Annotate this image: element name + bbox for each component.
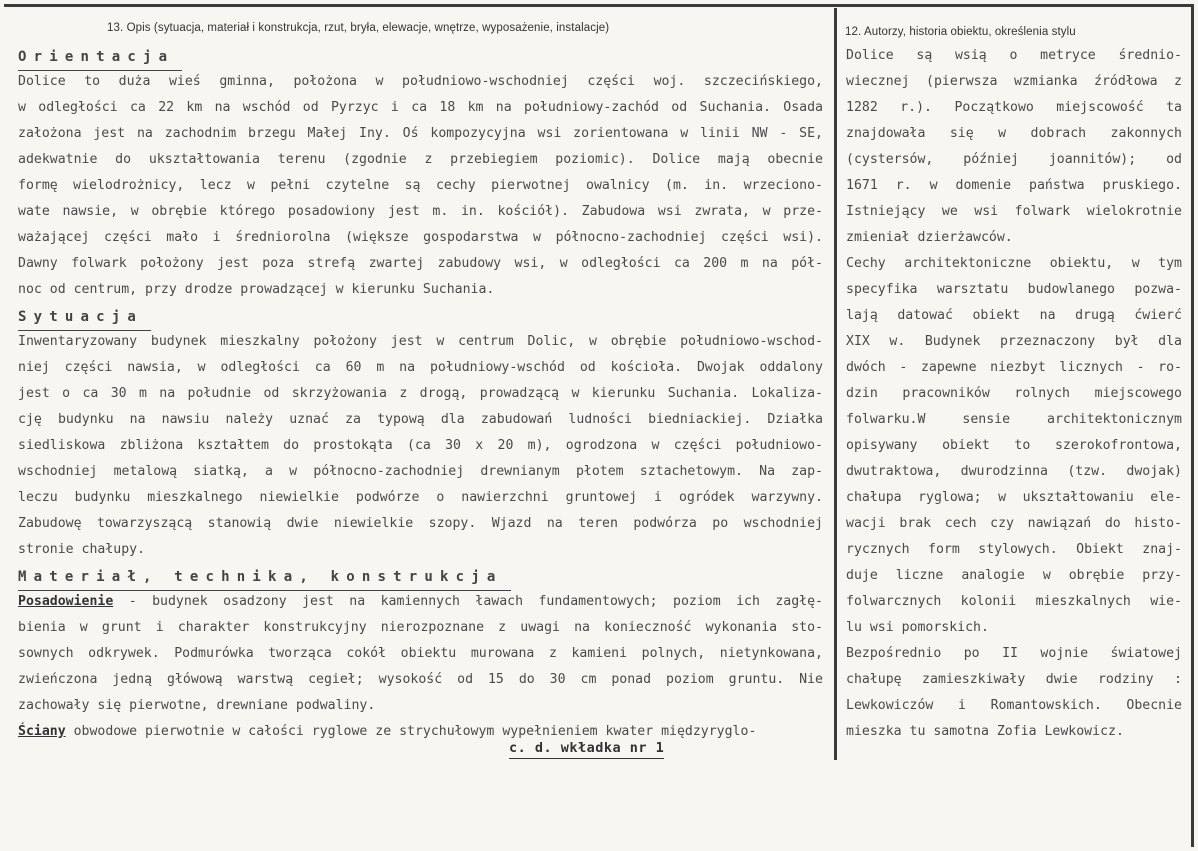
text-line: Inwentaryzowany budynek mieszkalny położony jest w centrum Dolic, w obrębie południowo-wschod- bbox=[18, 334, 823, 349]
description-column bbox=[18, 43, 823, 745]
text-line: chałupa ryglowa; w ukształtowaniu ele- bbox=[846, 490, 1182, 505]
posadowienie-first-line bbox=[18, 589, 823, 615]
text-line: jest o ca 30 m na południe od skrzyżowania z drogą, prowadzącą w kierunku Suchania. Lokaliza- bbox=[18, 386, 823, 401]
text-line: leczu budynku mieszkalnego niewielkie podwórze o nawierzchni gruntowej i ogródek warzywny. bbox=[18, 490, 823, 505]
text-line: opisywany obiekt to szerokofrontowa, bbox=[846, 438, 1182, 453]
text-line: ważającej części mało i średniorolna (większe gospodarstwa w północno-zachodniej części wsi). bbox=[18, 230, 823, 245]
history-paragraph-2 bbox=[846, 251, 1182, 641]
continuation-note: c. d. wkładka nr 1 bbox=[509, 738, 664, 759]
top-border bbox=[4, 4, 1194, 7]
text-line: lają datować obiekt na drugą ćwierć bbox=[846, 308, 1182, 323]
text-line: zwieńczona jedną główową warstwą cegieł; wysokość od 15 do 30 cm ponad poziom gruntu. Nie bbox=[18, 672, 823, 687]
posadowienie-text bbox=[18, 615, 823, 719]
text-line: dwutraktowa, dwurodzinna (tzw. dwojak) bbox=[846, 464, 1182, 479]
text-line: wate nawsie, w obrębie którego posadowiony jest m. in. kościół). Zabudowa wsi zwrata, w prze- bbox=[18, 204, 823, 219]
text-line: (cystersów, później joannitów); od bbox=[846, 152, 1182, 167]
history-column bbox=[846, 43, 1182, 745]
posadowienie-label: Posadowienie bbox=[18, 594, 114, 609]
section-12-header: 12. Autorzy, historia obiektu, określenia stylu bbox=[845, 26, 1076, 38]
text-line: cję budynku na nawsiu należy uznać za typową dla zabudowań ludności biedniackiej. Działka bbox=[18, 412, 823, 427]
text-line: specyfika warsztatu budowlanego pozwa- bbox=[846, 282, 1182, 297]
sciany-first-line bbox=[18, 719, 823, 745]
text-line: w odległości ca 22 km na wschód od Pyrzyc i ca 18 km na południowy-zachód od Suchania. Osada bbox=[18, 100, 823, 115]
text-line: założona jest na zachodnim brzegu Małej Iny. Oś kompozycyjna wsi zorientowana w linii NW - SE, bbox=[18, 126, 823, 141]
orientacja-text bbox=[18, 69, 823, 303]
text-line: wiecznej (pierwsza wzmianka źródłowa z bbox=[846, 74, 1182, 89]
text-line: dzin pracowników rolnych miejscowego bbox=[846, 386, 1182, 401]
text-line: XIX w. Budynek przeznaczony był dla bbox=[846, 334, 1182, 349]
history-paragraph-3 bbox=[846, 641, 1182, 745]
text-line: mieszka tu samotna Zofia Lewkowicz. bbox=[846, 724, 1124, 739]
text-line: rycznych form stylowych. Obiekt znaj- bbox=[846, 542, 1182, 557]
text-line: chałupę zamieszkiwały dwie rodziny : bbox=[846, 672, 1182, 687]
text-line: formę wielodrożnicy, lecz w pełni czytelne są cechy pierwotnej owalnicy (m. in. wrzeciono- bbox=[18, 178, 823, 193]
section-13-header: 13. Opis (sytuacja, materiał i konstrukcja, rzut, bryła, elewacje, wnętrze, wyposażenie, instalacje) bbox=[107, 22, 610, 34]
text-line: zachowały się pierwotne, drewniane podwaliny. bbox=[18, 698, 376, 713]
text-line: wacji brak cech czy nawiązań do histo- bbox=[846, 516, 1182, 531]
text-line: stronie chałupy. bbox=[18, 542, 146, 557]
text-line: Bezpośrednio po II wojnie światowej bbox=[846, 646, 1182, 661]
posadowienie-first-text: - budynek osadzony jest na kamiennych ławach fundamentowych; poziom ich zagłę- bbox=[113, 594, 823, 609]
text-line: 1671 r. w domenie państwa pruskiego. bbox=[846, 178, 1182, 193]
text-line: Lewkowiczów i Romantowskich. Obecnie bbox=[846, 698, 1182, 713]
sciany-first-text: obwodowe pierwotnie w całości ryglowe ze strychułowym wypełnieniem kwater międzyryglo- bbox=[65, 724, 757, 739]
text-line: folwarcznych kolonii mieszkalnych wie- bbox=[846, 594, 1182, 609]
text-line: sownych odkrywek. Podmurówka tworząca cokół obiektu murowana z kamieni polnych, nietynkowana, bbox=[18, 646, 823, 661]
column-divider bbox=[834, 8, 837, 760]
text-line: Dawny folwark położony jest poza strefą zwartej zabudowy wsi, w odległości ca 200 m na pół- bbox=[18, 256, 823, 271]
text-line: Istniejący we wsi folwark wielokrotnie bbox=[846, 204, 1182, 219]
text-line: niej części nawsia, w odległości ca 60 m na południowy-wschód od kościoła. Dwojak oddalony bbox=[18, 360, 823, 375]
text-line: dwóch - zapewne niezbyt licznych - ro- bbox=[846, 360, 1182, 375]
text-line: 1282 r.). Początkowo miejscowość ta bbox=[846, 100, 1182, 115]
heading-orientacja: Orientacja bbox=[18, 44, 182, 71]
sytuacja-text bbox=[18, 329, 823, 563]
text-line: bienia w grunt i charakter konstrukcyjny nierozpoznane z uwagi na konieczność wykonania sto- bbox=[18, 620, 823, 635]
text-line: Dolice są wsią o metryce średnio- bbox=[846, 48, 1182, 63]
text-line: lu wsi pomorskich. bbox=[846, 620, 989, 635]
heading-sytuacja: Sytuacja bbox=[18, 304, 151, 331]
text-line: znajdowała się w dobrach zakonnych bbox=[846, 126, 1182, 141]
text-line: siedliskowa zbliżona kształtem do prostokąta (ca 30 x 20 m), ogrodzona w części południowo- bbox=[18, 438, 823, 453]
right-border bbox=[1191, 4, 1194, 847]
text-line: duje liczne analogie w obrębie przy- bbox=[846, 568, 1182, 583]
text-line: Zabudowę towarzyszącą stanowią dwie niewielkie szopy. Wjazd na teren podwórza po wschodniej bbox=[18, 516, 823, 531]
text-line: adekwatnie do ukształtowania terenu (zgodnie z przebiegiem poziomic). Dolice mają obecnie bbox=[18, 152, 823, 167]
sciany-label: Ściany bbox=[18, 724, 66, 739]
history-paragraph-1 bbox=[846, 43, 1182, 251]
text-line: folwarku.W sensie architektonicznym bbox=[846, 412, 1182, 427]
text-line: zmieniał dzierżawców. bbox=[846, 230, 1013, 245]
heading-material: Materiał, technika, konstrukcja bbox=[18, 564, 511, 591]
text-line: Cechy architektoniczne obiektu, w tym bbox=[846, 256, 1182, 271]
text-line: wschodniej metalową siatką, a w północno-zachodniej drewnianym płotem sztachetowym. Na zap- bbox=[18, 464, 823, 479]
text-line: Dolice to duża wieś gminna, położona w południowo-wschodniej części woj. szczecińskiego, bbox=[18, 74, 823, 89]
text-line: noc od centrum, przy drodze prowadzącej w kierunku Suchania. bbox=[18, 282, 495, 297]
